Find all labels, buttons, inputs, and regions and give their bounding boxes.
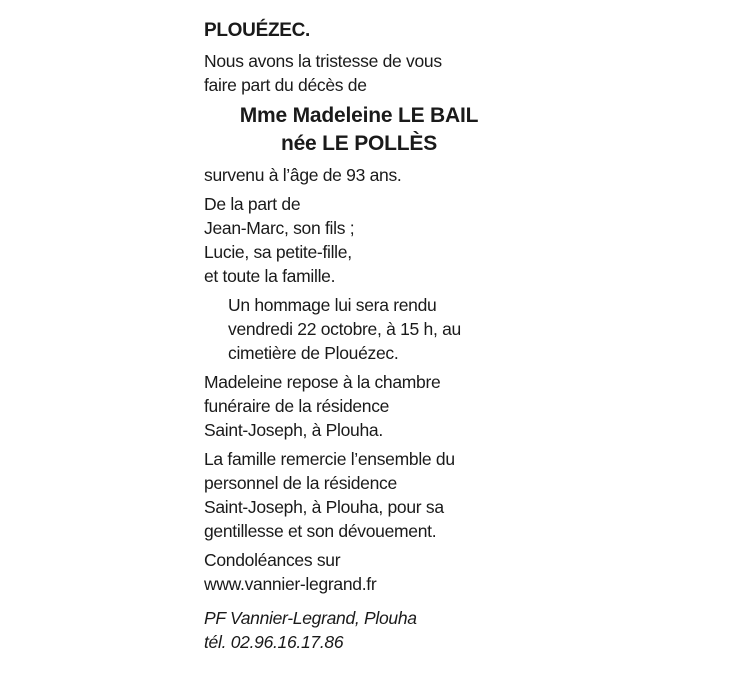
thanks-line: Saint-Joseph, à Plouha, pour sa bbox=[204, 497, 444, 517]
funeral-home-paragraph bbox=[204, 606, 514, 654]
family-paragraph bbox=[204, 192, 514, 288]
family-line: De la part de bbox=[204, 194, 301, 214]
family-line: Jean-Marc, son fils ; bbox=[204, 218, 355, 238]
thanks-paragraph bbox=[204, 447, 514, 543]
intro-paragraph bbox=[204, 49, 514, 97]
deceased-name bbox=[204, 102, 514, 158]
family-line: Lucie, sa petite-fille, bbox=[204, 242, 352, 262]
age-paragraph bbox=[204, 163, 514, 187]
obituary-notice bbox=[204, 18, 514, 659]
condolences-website: www.vannier-legrand.fr bbox=[204, 574, 377, 594]
deceased-maiden-name: née LE POLLÈS bbox=[280, 132, 438, 155]
family-line: et toute la famille. bbox=[204, 266, 336, 286]
rest-paragraph bbox=[204, 370, 514, 442]
deceased-married-name: Mme Madeleine LE BAIL bbox=[239, 104, 479, 127]
rest-line: funéraire de la résidence bbox=[204, 396, 390, 416]
town-heading: PLOUÉZEC. bbox=[204, 20, 311, 41]
intro-line: Nous avons la tristesse de vous bbox=[204, 51, 442, 71]
rest-line: Madeleine repose à la chambre bbox=[204, 372, 441, 392]
intro-line: faire part du décès de bbox=[204, 75, 367, 95]
ceremony-paragraph bbox=[204, 293, 514, 365]
funeral-home-phone: tél. 02.96.16.17.86 bbox=[204, 632, 344, 652]
thanks-line: personnel de la résidence bbox=[204, 473, 397, 493]
condolences-line: Condoléances sur bbox=[204, 550, 341, 570]
rest-line: Saint-Joseph, à Plouha. bbox=[204, 420, 383, 440]
ceremony-line: vendredi 22 octobre, à 15 h, au bbox=[228, 319, 461, 339]
age-line: survenu à l’âge de 93 ans. bbox=[204, 165, 402, 185]
funeral-home-name: PF Vannier-Legrand, Plouha bbox=[204, 608, 417, 628]
ceremony-line: Un hommage lui sera rendu bbox=[228, 295, 437, 315]
condolences-paragraph bbox=[204, 548, 514, 596]
thanks-line: gentillesse et son dévouement. bbox=[204, 521, 437, 541]
thanks-line: La famille remercie l’ensemble du bbox=[204, 449, 455, 469]
ceremony-line: cimetière de Plouézec. bbox=[228, 343, 399, 363]
